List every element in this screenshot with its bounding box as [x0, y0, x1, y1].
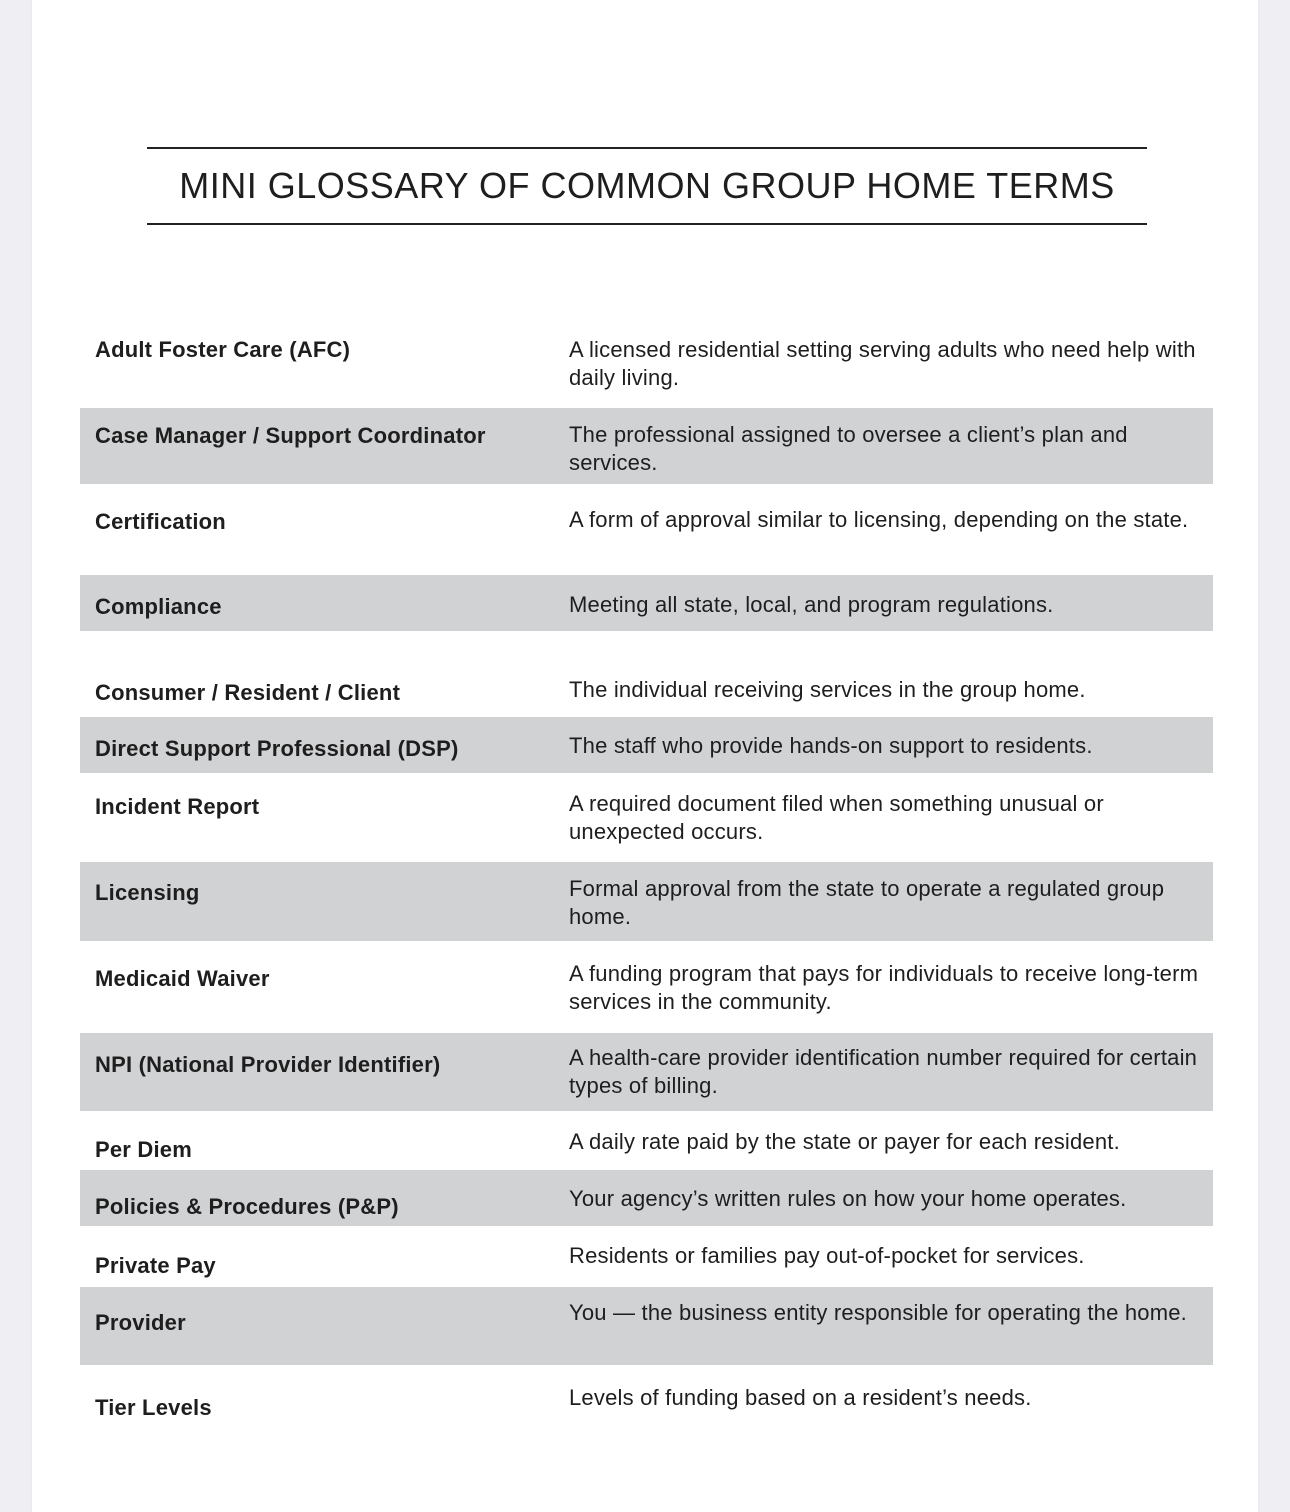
glossary-row [80, 408, 1213, 484]
glossary-row [80, 773, 1213, 862]
glossary-term: Certification [95, 509, 226, 534]
glossary-definition: A licensed residential setting serving adults who need help with daily living. [569, 337, 1196, 390]
glossary-definition: A required document filed when something unusual or unexpected occurs. [569, 791, 1104, 844]
glossary-term: Policies & Procedures (P&P) [95, 1194, 399, 1219]
document-page [32, 0, 1258, 1512]
glossary-term: Tier Levels [95, 1395, 212, 1420]
glossary-term: Compliance [95, 594, 222, 619]
glossary-term: Provider [95, 1310, 186, 1335]
glossary-term: Private Pay [95, 1253, 216, 1278]
glossary-definition: You — the business entity responsible for operating the home. [569, 1300, 1187, 1325]
glossary-row [80, 862, 1213, 941]
glossary-row [80, 1111, 1213, 1170]
glossary-row [80, 1365, 1213, 1445]
glossary-term: Case Manager / Support Coordinator [95, 423, 486, 448]
glossary-definition: Formal approval from the state to operate a regulated group home. [569, 876, 1165, 929]
glossary-definition: A health-care provider identification number required for certain types of billing. [569, 1045, 1198, 1098]
glossary-row [80, 326, 1213, 406]
glossary-row [80, 717, 1213, 773]
title-banner [147, 147, 1147, 225]
glossary-row [80, 575, 1213, 631]
glossary-row [80, 1033, 1213, 1111]
glossary-term: Per Diem [95, 1137, 192, 1162]
glossary-definition: The professional assigned to oversee a client’s plan and services. [569, 422, 1128, 475]
glossary-definition: Meeting all state, local, and program regulations. [569, 592, 1054, 617]
glossary-term: Licensing [95, 880, 200, 905]
glossary-row [80, 1170, 1213, 1226]
glossary-definition: The staff who provide hands-on support to residents. [569, 733, 1093, 758]
glossary-row [80, 941, 1213, 1033]
glossary-definition: A funding program that pays for individuals to receive long-term services in the community. [569, 961, 1199, 1014]
glossary-definition: Levels of funding based on a resident’s needs. [569, 1385, 1032, 1410]
glossary-term: Adult Foster Care (AFC) [95, 337, 351, 362]
glossary-row [80, 631, 1213, 717]
glossary-definition: A form of approval similar to licensing, depending on the state. [569, 507, 1189, 532]
glossary-definition: Residents or families pay out-of-pocket for services. [569, 1243, 1085, 1268]
glossary-definition: Your agency’s written rules on how your home operates. [569, 1186, 1127, 1211]
glossary-definition: A daily rate paid by the state or payer for each resident. [569, 1129, 1120, 1154]
glossary-definition: The individual receiving services in the group home. [569, 677, 1086, 702]
glossary-term: Incident Report [95, 794, 260, 819]
glossary-row [80, 1226, 1213, 1287]
glossary-row [80, 1287, 1213, 1365]
glossary-term: Medicaid Waiver [95, 966, 270, 991]
glossary-term: NPI (National Provider Identifier) [95, 1052, 441, 1077]
glossary-term: Direct Support Professional (DSP) [95, 736, 459, 761]
glossary-row [80, 484, 1213, 575]
glossary-term: Consumer / Resident / Client [95, 680, 401, 705]
page-title: MINI GLOSSARY OF COMMON GROUP HOME TERMS [179, 165, 1115, 206]
